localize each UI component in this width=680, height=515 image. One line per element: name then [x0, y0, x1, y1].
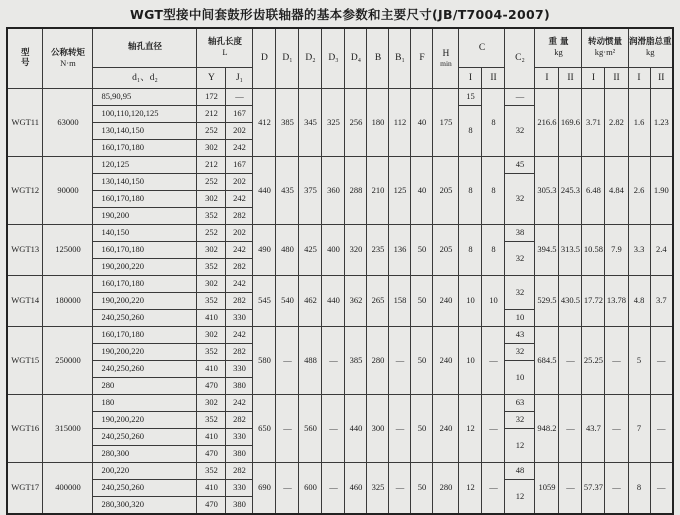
col-header-torque-label: 公称转矩: [50, 47, 85, 58]
c-II-value-cell: —: [482, 463, 505, 515]
col-header-weight-II-label: II: [567, 72, 574, 83]
col-header-dim-D3: [322, 28, 345, 89]
torque-cell: 400000: [43, 463, 93, 515]
weight-II-cell: 169.6: [559, 89, 582, 157]
c2-value-cell: 12: [505, 429, 535, 463]
length-J1-cell: 380: [226, 378, 253, 395]
dim-value-cell-7: 40: [411, 157, 433, 225]
grease-II-cell: —: [650, 395, 673, 463]
length-J1-cell: 282: [226, 412, 253, 429]
bore-diameters-cell: 160,170,180: [93, 140, 197, 157]
dim-value-cell-6: 125: [389, 157, 411, 225]
weight-I-cell: 948.2: [535, 395, 559, 463]
c2-value-cell: 10: [505, 310, 535, 327]
inertia-II-cell: 4.84: [605, 157, 628, 225]
inertia-I-cell: 17.72: [582, 276, 605, 327]
inertia-I-cell: 43.7: [582, 395, 605, 463]
col-header-dim-D3-label: D₃: [328, 53, 339, 64]
weight-II-cell: —: [559, 395, 582, 463]
dim-value-cell-5: 180: [367, 89, 389, 157]
col-header-dim-D1: [276, 28, 299, 89]
col-header-grease-label: 润滑脂总重: [629, 37, 672, 48]
torque-cell: 90000: [43, 157, 93, 225]
col-header-weight-label: 重 量: [548, 37, 569, 48]
bore-diameters-cell: 100,110,120,125: [93, 106, 197, 123]
col-header-c2-label: C₂: [515, 53, 525, 64]
dim-value-cell-5: 265: [367, 276, 389, 327]
bore-diameters-cell: 160,170,180: [93, 242, 197, 259]
weight-I-cell: 684.5: [535, 327, 559, 395]
inertia-II-cell: —: [605, 463, 628, 515]
c-I-value-cell: 8: [459, 225, 482, 276]
grease-II-cell: —: [650, 463, 673, 515]
model-cell: WGT15: [7, 327, 43, 395]
dim-value-cell-7: 50: [411, 225, 433, 276]
col-header-dim-D2: [299, 28, 322, 89]
length-J1-cell: 167: [226, 106, 253, 123]
inertia-I-cell: 3.71: [582, 89, 605, 157]
length-J1-cell: 242: [226, 191, 253, 208]
weight-I-cell: 1059: [535, 463, 559, 515]
col-header-c-II: [482, 68, 505, 89]
length-J1-cell: 167: [226, 157, 253, 174]
dim-value-cell-2: 560: [299, 395, 322, 463]
length-J1-cell: 380: [226, 497, 253, 515]
length-Y-cell: 410: [197, 429, 226, 446]
dim-value-cell-1: 480: [276, 225, 299, 276]
torque-cell: 125000: [43, 225, 93, 276]
length-J1-cell: 202: [226, 174, 253, 191]
torque-cell: 180000: [43, 276, 93, 327]
col-header-weight-label: kg: [554, 47, 563, 57]
dim-value-cell-4: 385: [345, 327, 367, 395]
length-Y-cell: 352: [197, 293, 226, 310]
c-II-value-cell: 8: [482, 225, 505, 276]
col-header-Y-label: Y: [208, 72, 215, 83]
length-Y-cell: 302: [197, 276, 226, 293]
weight-I-cell: 305.3: [535, 157, 559, 225]
dim-value-cell-8: 205: [433, 157, 459, 225]
col-header-bore-sub-label: d₁、d₂: [132, 72, 158, 83]
dim-value-cell-0: 650: [253, 395, 276, 463]
dim-value-cell-2: 425: [299, 225, 322, 276]
length-J1-cell: 282: [226, 293, 253, 310]
length-J1-cell: 282: [226, 344, 253, 361]
torque-cell: 315000: [43, 395, 93, 463]
c2-value-cell: —: [505, 89, 535, 106]
col-header-weight-I-label: I: [545, 72, 549, 83]
col-header-dim-D0-label: D: [261, 53, 268, 64]
dim-value-cell-1: —: [276, 463, 299, 515]
grease-II-cell: 1.23: [650, 89, 673, 157]
dim-value-cell-3: —: [322, 327, 345, 395]
bore-diameters-cell: 130,140,150: [93, 123, 197, 140]
col-header-bore-diameter-label: 轴孔直径: [127, 42, 162, 53]
model-cell: WGT11: [7, 89, 43, 157]
c2-value-cell: 43: [505, 327, 535, 344]
col-header-bore-length-label: L: [222, 47, 228, 57]
bore-diameters-cell: 280,300: [93, 446, 197, 463]
inertia-I-cell: 6.48: [582, 157, 605, 225]
weight-I-cell: 216.6: [535, 89, 559, 157]
weight-II-cell: —: [559, 463, 582, 515]
col-header-torque: [43, 28, 93, 89]
length-J1-cell: 202: [226, 225, 253, 242]
col-header-J1-label: J₁: [235, 72, 243, 83]
model-cell: WGT13: [7, 225, 43, 276]
bore-diameters-cell: 180: [93, 395, 197, 412]
c2-value-cell: 32: [505, 344, 535, 361]
length-J1-cell: 380: [226, 446, 253, 463]
col-header-dim-B6-label: B₁: [395, 53, 405, 64]
dim-value-cell-3: 440: [322, 276, 345, 327]
dim-value-cell-3: —: [322, 395, 345, 463]
c2-value-cell: 32: [505, 242, 535, 276]
dim-value-cell-3: 360: [322, 157, 345, 225]
length-Y-cell: 470: [197, 497, 226, 515]
dim-value-cell-3: 325: [322, 89, 345, 157]
col-header-inertia: [582, 28, 628, 68]
length-Y-cell: 352: [197, 344, 226, 361]
col-header-dim-D2-label: D₂: [305, 53, 316, 64]
inertia-II-cell: 2.82: [605, 89, 628, 157]
col-header-weight-I: [535, 68, 559, 89]
c-I-value-cell: 8: [459, 157, 482, 225]
col-header-torque-label: N·m: [60, 57, 76, 68]
length-J1-cell: 242: [226, 276, 253, 293]
col-header-inertia-II-label: II: [613, 72, 620, 83]
model-cell: WGT16: [7, 395, 43, 463]
col-header-dim-D1-label: D₁: [282, 53, 293, 64]
dim-value-cell-2: 375: [299, 157, 322, 225]
length-J1-cell: 202: [226, 123, 253, 140]
dim-value-cell-8: 280: [433, 463, 459, 515]
col-header-inertia-II: [605, 68, 628, 89]
dim-value-cell-6: 112: [389, 89, 411, 157]
c-II-value-cell: —: [482, 395, 505, 463]
bore-diameters-cell: 190,200,220: [93, 344, 197, 361]
length-Y-cell: 352: [197, 412, 226, 429]
dim-value-cell-2: 600: [299, 463, 322, 515]
col-header-weight-II: [559, 68, 582, 89]
length-Y-cell: 252: [197, 225, 226, 242]
weight-II-cell: —: [559, 327, 582, 395]
length-Y-cell: 302: [197, 395, 226, 412]
dim-value-cell-6: —: [389, 327, 411, 395]
length-Y-cell: 352: [197, 208, 226, 225]
model-cell: WGT12: [7, 157, 43, 225]
bore-diameters-cell: 160,170,180: [93, 191, 197, 208]
page-title: WGT型接中间套鼓形齿联轴器的基本参数和主要尺寸(JB/T7004-2007): [129, 7, 551, 22]
dim-value-cell-8: 175: [433, 89, 459, 157]
length-Y-cell: 252: [197, 123, 226, 140]
length-Y-cell: 302: [197, 191, 226, 208]
grease-I-cell: 2.6: [628, 157, 650, 225]
c-I-value-cell: 8: [459, 106, 482, 157]
grease-I-cell: 7: [628, 395, 650, 463]
dim-value-cell-0: 490: [253, 225, 276, 276]
inertia-I-cell: 57.37: [582, 463, 605, 515]
dim-value-cell-0: 440: [253, 157, 276, 225]
col-header-dim-B5: [367, 28, 389, 89]
length-J1-cell: 330: [226, 480, 253, 497]
length-J1-cell: 242: [226, 327, 253, 344]
dim-value-cell-6: 136: [389, 225, 411, 276]
c-I-value-cell: 12: [459, 395, 482, 463]
length-Y-cell: 172: [197, 89, 226, 106]
col-header-weight: [535, 28, 582, 68]
dim-value-cell-5: 325: [367, 463, 389, 515]
bore-diameters-cell: 130,140,150: [93, 174, 197, 191]
dim-value-cell-1: 540: [276, 276, 299, 327]
col-header-bore-diameter: [93, 28, 197, 68]
bore-diameters-cell: 280,300,320: [93, 497, 197, 515]
bore-diameters-cell: 120,125: [93, 157, 197, 174]
bore-diameters-cell: 190,200: [93, 208, 197, 225]
dim-value-cell-0: 412: [253, 89, 276, 157]
col-header-c: [459, 28, 505, 68]
bore-diameters-cell: 85,90,95: [93, 89, 197, 106]
dim-value-cell-7: 50: [411, 276, 433, 327]
inertia-II-cell: —: [605, 395, 628, 463]
bore-diameters-cell: 240,250,260: [93, 480, 197, 497]
length-Y-cell: 352: [197, 463, 226, 480]
length-Y-cell: 410: [197, 310, 226, 327]
col-header-bore-length: [197, 28, 253, 68]
bore-diameters-cell: 200,220: [93, 463, 197, 480]
grease-II-cell: 2.4: [650, 225, 673, 276]
dim-value-cell-1: 435: [276, 157, 299, 225]
inertia-I-cell: 10.58: [582, 225, 605, 276]
bore-diameters-cell: 240,250,260: [93, 361, 197, 378]
col-header-J1: [226, 68, 253, 89]
c-II-value-cell: 8: [482, 157, 505, 225]
torque-cell: 250000: [43, 327, 93, 395]
dim-value-cell-4: 440: [345, 395, 367, 463]
grease-I-cell: 5: [628, 327, 650, 395]
dim-value-cell-6: —: [389, 395, 411, 463]
dim-value-cell-5: 300: [367, 395, 389, 463]
length-J1-cell: —: [226, 89, 253, 106]
dim-value-cell-0: 690: [253, 463, 276, 515]
length-Y-cell: 302: [197, 140, 226, 157]
bore-diameters-cell: 190,200,220: [93, 293, 197, 310]
dim-value-cell-5: 210: [367, 157, 389, 225]
dim-value-cell-4: 362: [345, 276, 367, 327]
bore-diameters-cell: 140,150: [93, 225, 197, 242]
col-header-c2: [505, 28, 535, 89]
col-header-model: [7, 28, 43, 89]
c-II-value-cell: 10: [482, 276, 505, 327]
col-header-inertia-label: kg·m²: [594, 47, 616, 57]
length-Y-cell: 252: [197, 174, 226, 191]
col-header-inertia-label: 转动惯量: [587, 37, 622, 48]
col-header-grease-label: kg: [646, 47, 655, 57]
col-header-dim-F7: [411, 28, 433, 89]
c2-value-cell: 45: [505, 157, 535, 174]
weight-I-cell: 394.5: [535, 225, 559, 276]
col-header-grease: [628, 28, 673, 68]
grease-II-cell: 3.7: [650, 276, 673, 327]
length-Y-cell: 410: [197, 480, 226, 497]
parameters-table: [6, 27, 674, 515]
length-Y-cell: 352: [197, 259, 226, 276]
dim-value-cell-7: 50: [411, 327, 433, 395]
dim-value-cell-8: 240: [433, 327, 459, 395]
dim-value-cell-8: 240: [433, 276, 459, 327]
c2-value-cell: 32: [505, 276, 535, 310]
col-header-c-I: [459, 68, 482, 89]
c2-value-cell: 32: [505, 106, 535, 157]
length-J1-cell: 330: [226, 310, 253, 327]
c-I-value-cell: 10: [459, 327, 482, 395]
bore-diameters-cell: 160,170,180: [93, 276, 197, 293]
grease-I-cell: 1.6: [628, 89, 650, 157]
col-header-grease-II-label: II: [658, 72, 665, 83]
dim-value-cell-2: 462: [299, 276, 322, 327]
col-header-dim-B5-label: B: [374, 53, 382, 64]
col-header-bore-sub: [93, 68, 197, 89]
bore-diameters-cell: 190,200,220: [93, 259, 197, 276]
c2-value-cell: 63: [505, 395, 535, 412]
length-Y-cell: 302: [197, 327, 226, 344]
dim-value-cell-1: 385: [276, 89, 299, 157]
dim-value-cell-0: 545: [253, 276, 276, 327]
inertia-II-cell: —: [605, 327, 628, 395]
weight-II-cell: 245.3: [559, 157, 582, 225]
col-header-hmin-label: min: [440, 58, 452, 68]
col-header-Y: [197, 68, 226, 89]
c-I-value-cell: 12: [459, 463, 482, 515]
bore-diameters-cell: 240,250,260: [93, 310, 197, 327]
col-header-c-label: C: [478, 42, 486, 53]
dim-value-cell-1: —: [276, 395, 299, 463]
col-header-c-I-label: I: [468, 72, 473, 83]
dim-value-cell-3: 400: [322, 225, 345, 276]
length-Y-cell: 470: [197, 446, 226, 463]
length-J1-cell: 282: [226, 208, 253, 225]
col-header-dim-D4-label: D₄: [350, 53, 362, 64]
c2-value-cell: 38: [505, 225, 535, 242]
length-J1-cell: 330: [226, 361, 253, 378]
bore-diameters-cell: 280: [93, 378, 197, 395]
col-header-grease-I: [628, 68, 650, 89]
dim-value-cell-7: 40: [411, 89, 433, 157]
c2-value-cell: 12: [505, 480, 535, 515]
bore-diameters-cell: 240,250,260: [93, 429, 197, 446]
c2-value-cell: 32: [505, 174, 535, 225]
col-header-model-label: 型: [20, 47, 30, 58]
col-header-bore-length-label: 轴孔长度: [207, 37, 242, 48]
weight-II-cell: 313.5: [559, 225, 582, 276]
dim-value-cell-6: 158: [389, 276, 411, 327]
dim-value-cell-4: 460: [345, 463, 367, 515]
c-I-value-cell: 15: [459, 89, 482, 106]
length-Y-cell: 212: [197, 106, 226, 123]
length-J1-cell: 242: [226, 395, 253, 412]
grease-I-cell: 3.3: [628, 225, 650, 276]
col-header-inertia-I-label: I: [591, 72, 596, 83]
dim-value-cell-8: 240: [433, 395, 459, 463]
c2-value-cell: 10: [505, 361, 535, 395]
c-II-value-cell: —: [482, 327, 505, 395]
length-Y-cell: 470: [197, 378, 226, 395]
length-J1-cell: 242: [226, 242, 253, 259]
dim-value-cell-7: 50: [411, 463, 433, 515]
dim-value-cell-1: —: [276, 327, 299, 395]
length-Y-cell: 302: [197, 242, 226, 259]
bore-diameters-cell: 160,170,180: [93, 327, 197, 344]
inertia-I-cell: 25.25: [582, 327, 605, 395]
col-header-model-label: 号: [20, 57, 30, 68]
grease-I-cell: 4.8: [628, 276, 650, 327]
dim-value-cell-7: 50: [411, 395, 433, 463]
dim-value-cell-0: 580: [253, 327, 276, 395]
col-header-dim-D4: [345, 28, 367, 89]
dim-value-cell-5: 235: [367, 225, 389, 276]
length-J1-cell: 282: [226, 463, 253, 480]
model-cell: WGT14: [7, 276, 43, 327]
dim-value-cell-4: 288: [345, 157, 367, 225]
c2-value-cell: 48: [505, 463, 535, 480]
col-header-inertia-I: [582, 68, 605, 89]
length-Y-cell: 212: [197, 157, 226, 174]
dim-value-cell-6: —: [389, 463, 411, 515]
grease-II-cell: —: [650, 327, 673, 395]
inertia-II-cell: 13.78: [605, 276, 628, 327]
length-J1-cell: 330: [226, 429, 253, 446]
grease-I-cell: 8: [628, 463, 650, 515]
torque-cell: 63000: [43, 89, 93, 157]
c-I-value-cell: 10: [459, 276, 482, 327]
dim-value-cell-8: 205: [433, 225, 459, 276]
c-II-value-cell: 8: [482, 89, 505, 157]
bore-diameters-cell: 190,200,220: [93, 412, 197, 429]
dim-value-cell-2: 488: [299, 327, 322, 395]
grease-II-cell: 1.90: [650, 157, 673, 225]
col-header-c-II-label: II: [490, 72, 497, 83]
length-Y-cell: 410: [197, 361, 226, 378]
col-header-grease-I-label: I: [637, 72, 641, 83]
dim-value-cell-4: 256: [345, 89, 367, 157]
weight-I-cell: 529.5: [535, 276, 559, 327]
col-header-dim-D0: [253, 28, 276, 89]
dim-value-cell-5: 280: [367, 327, 389, 395]
col-header-dim-B6: [389, 28, 411, 89]
length-J1-cell: 242: [226, 140, 253, 157]
length-J1-cell: 282: [226, 259, 253, 276]
dim-value-cell-4: 320: [345, 225, 367, 276]
c2-value-cell: 32: [505, 412, 535, 429]
weight-II-cell: 430.5: [559, 276, 582, 327]
model-cell: WGT17: [7, 463, 43, 515]
inertia-II-cell: 7.9: [605, 225, 628, 276]
col-header-grease-II: [650, 68, 673, 89]
col-header-hmin: [433, 28, 459, 89]
col-header-dim-F7-label: F: [419, 53, 425, 64]
dim-value-cell-2: 345: [299, 89, 322, 157]
dim-value-cell-3: —: [322, 463, 345, 515]
col-header-hmin-label: H: [442, 48, 450, 59]
